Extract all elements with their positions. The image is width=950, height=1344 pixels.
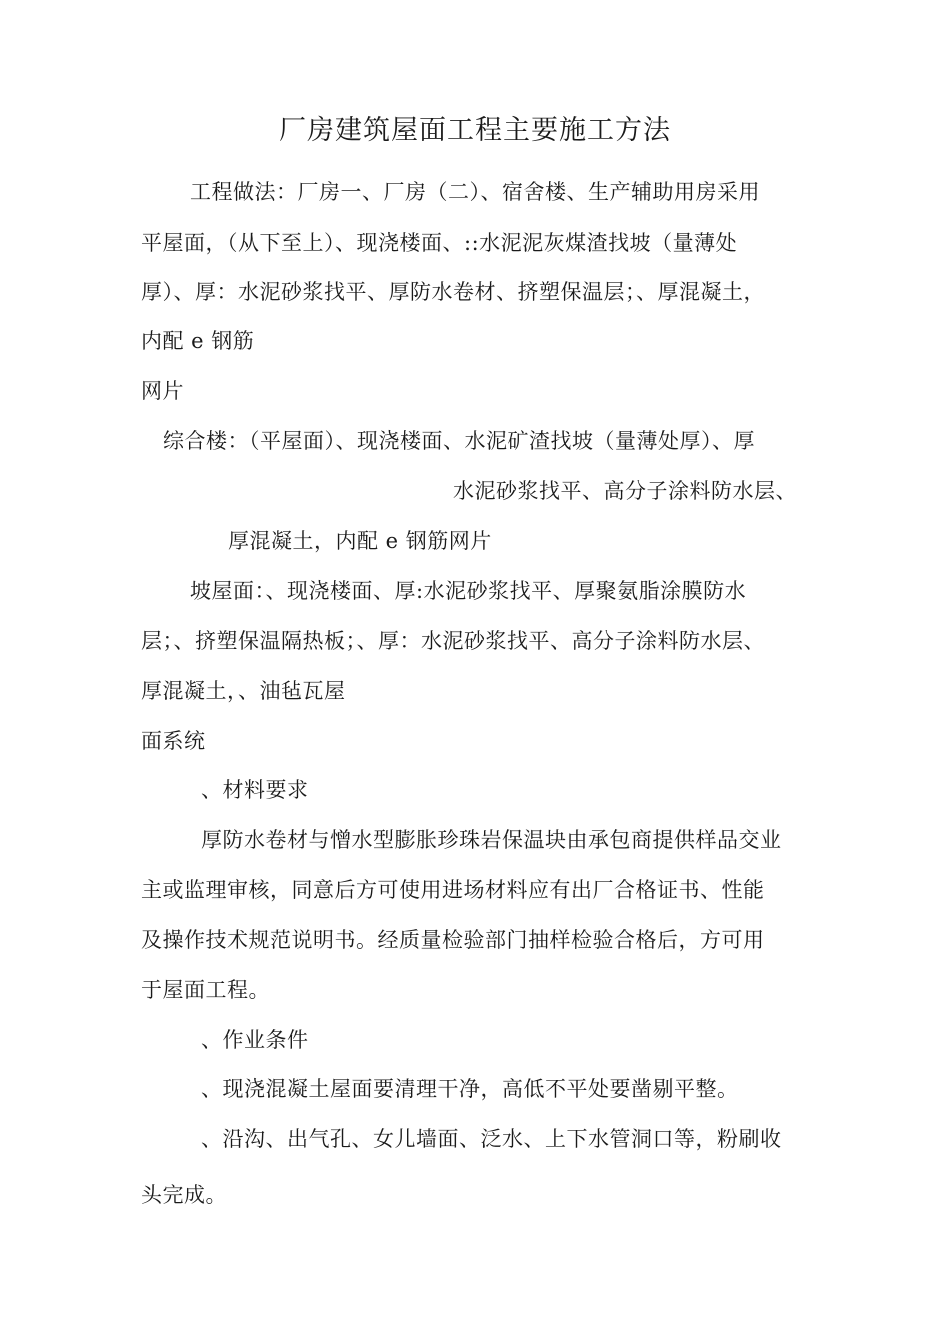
paragraph-line: 及操作技术规范说明书。经质量检验部门抽样检验合格后，方可用 [141,928,765,952]
paragraph-line: 内配 e 钢筋 [141,329,255,353]
paragraph-line: 综合楼：（平屋面）、现浇楼面、水泥矿渣找坡（量薄处厚）、厚 [163,429,755,453]
paragraph-line: 头完成。 [141,1183,227,1207]
paragraph-line: 厚）、厚：水泥砂浆找平、厚防水卷材、挤塑保温层；、厚混凝土， [141,280,765,304]
paragraph-line: 主或监理审核，同意后方可使用进场材料应有出厂合格证书、性能 [141,878,765,902]
paragraph-line: 工程做法：厂房一、厂房（二）、宿舍楼、生产辅助用房采用 [190,180,760,204]
paragraph-line: 厚防水卷材与憎水型膨胀珍珠岩保温块由承包商提供样品交业 [201,828,782,852]
section-heading: 、作业条件 [201,1028,309,1052]
paragraph-line: 厚混凝土，内配 e 钢筋网片 [228,529,492,553]
paragraph-line: 层；、挤塑保温隔热板；、厚：水泥砂浆找平、高分子涂料防水层、 [141,629,765,653]
section-heading: 、材料要求 [201,778,309,802]
paragraph-line: 、沿沟、出气孔、女儿墙面、泛水、上下水管洞口等，粉刷收 [201,1127,782,1151]
document-title: 厂房建筑屋面工程主要施工方法 [279,115,671,146]
paragraph-line: 厚混凝土，、油毡瓦屋 [141,679,346,703]
paragraph-line: 、现浇混凝土屋面要清理干净，高低不平处要凿剔平整。 [201,1077,739,1101]
paragraph-line: 于屋面工程。 [141,978,270,1002]
paragraph-line: 面系统 [141,729,206,753]
paragraph-line: 坡屋面：、现浇楼面、厚:水泥砂浆找平、厚聚氨脂涂膜防水 [190,579,747,603]
paragraph-line: 水泥砂浆找平、高分子涂料防水层、 [453,479,797,503]
paragraph-line: 平屋面，（从下至上）、现浇楼面、::水泥泥灰煤渣找坡（量薄处 [141,231,738,255]
paragraph-line: 网片 [141,379,184,403]
